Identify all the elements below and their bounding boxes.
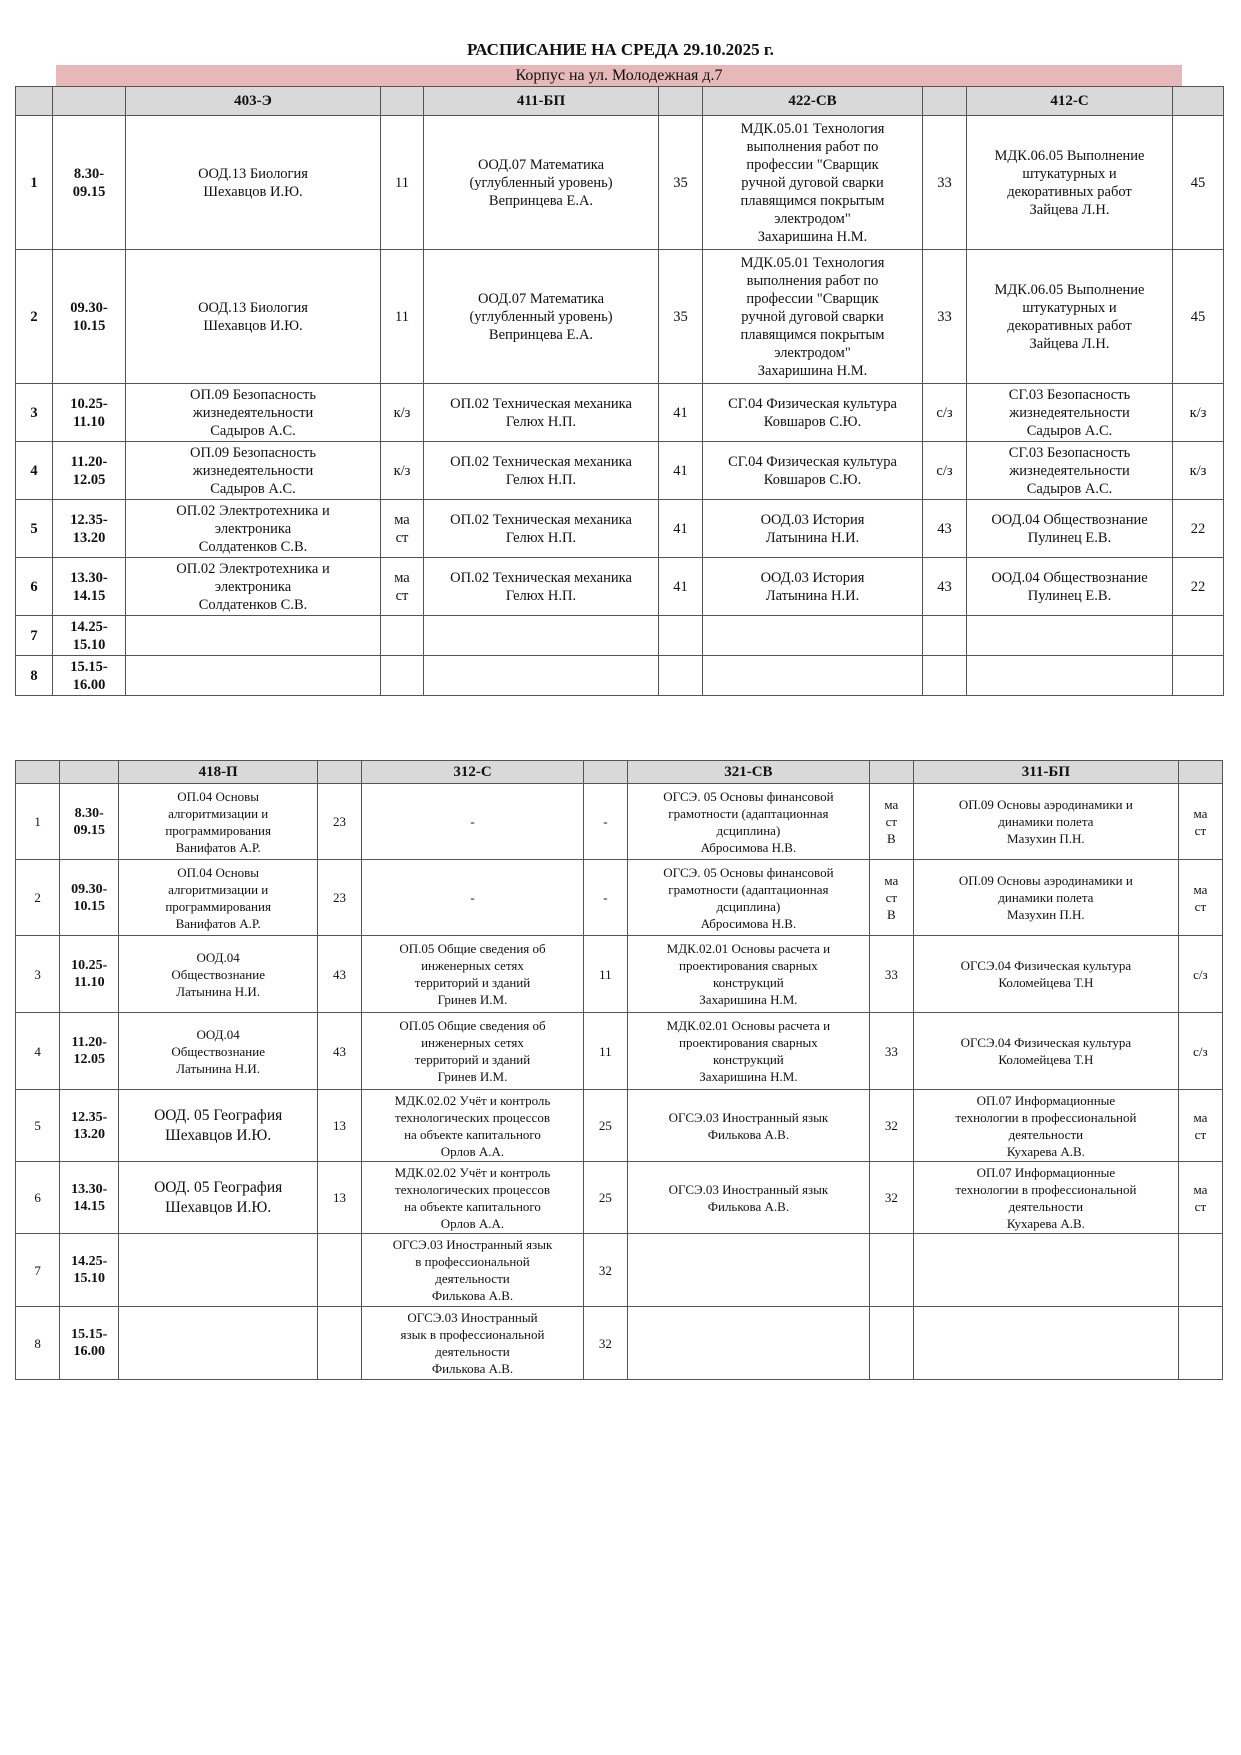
room-cell: 41 [659,558,703,616]
subject-cell: ОП.02 Электротехника и электроника Солдатенков С.В. [126,500,381,558]
room-cell [869,1234,913,1307]
room-cell: к/з [1173,442,1224,500]
lesson-row [16,1307,1223,1380]
room-cell: с/з [1178,1013,1222,1090]
room-cell: ма ст [1178,1162,1222,1234]
lesson-time: 09.30- 10.15 [60,860,119,936]
room-cell [1178,1234,1222,1307]
subject-cell: ОГСЭ.03 Иностранный язык в профессиональной деятельности Филькова А.В. [362,1234,584,1307]
lesson-row [16,784,1223,860]
group-header: 422-СВ [703,87,923,116]
room-cell: 32 [583,1234,627,1307]
room-cell: ма ст В [869,784,913,860]
room-cell: к/з [1173,384,1224,442]
lesson-row [16,1013,1223,1090]
subject-cell: МДК.02.02 Учёт и контроль технологических процессов на объекте капитального Орлов А.А. [362,1090,584,1162]
room-cell: ма ст [381,558,424,616]
lesson-time: 11.20- 12.05 [60,1013,119,1090]
subject-cell: ОП.07 Информационные технологии в профессиональной деятельности Кухарева А.В. [913,1162,1178,1234]
header-blank [923,87,967,116]
lesson-number: 8 [16,1307,60,1380]
lesson-time: 15.15- 16.00 [53,656,126,696]
lesson-time: 10.25- 11.10 [53,384,126,442]
subject-cell: ОП.09 Основы аэродинамики и динамики полета Мазухин П.Н. [913,860,1178,936]
subject-cell: ООД. 05 География Шехавцов И.Ю. [119,1090,318,1162]
lesson-row [16,500,1224,558]
lesson-number: 1 [16,116,53,250]
lesson-number: 4 [16,1013,60,1090]
room-cell: - [583,784,627,860]
room-cell: 32 [869,1090,913,1162]
subject-cell [628,1234,870,1307]
lesson-number: 5 [16,500,53,558]
lesson-time: 10.25- 11.10 [60,936,119,1013]
group-header: 321-СВ [628,761,870,784]
subject-cell: ОП.02 Электротехника и электроника Солдатенков С.В. [126,558,381,616]
subject-cell: ОГСЭ.03 Иностранный язык Филькова А.В. [628,1090,870,1162]
room-cell: 43 [923,558,967,616]
room-cell: 33 [923,116,967,250]
subject-cell [119,1234,318,1307]
room-cell: 45 [1173,116,1224,250]
lesson-row [16,1162,1223,1234]
subject-cell: ОГСЭ.03 Иностранный язык в профессиональной деятельности Филькова А.В. [362,1307,584,1380]
lesson-time: 13.30- 14.15 [53,558,126,616]
lesson-time: 15.15- 16.00 [60,1307,119,1380]
lesson-number: 5 [16,1090,60,1162]
subject-cell: ООД.07 Математика (углубленный уровень) Вепринцева Е.А. [424,250,659,384]
header-blank [583,761,627,784]
subject-cell: СГ.04 Физическая культура Ковшаров С.Ю. [703,384,923,442]
subject-cell: МДК.02.01 Основы расчета и проектирования сварных конструкций Захаришина Н.М. [628,936,870,1013]
subject-cell: МДК.02.01 Основы расчета и проектирования сварных конструкций Захаришина Н.М. [628,1013,870,1090]
subject-cell: ООД.04 Обществознание Латынина Н.И. [119,936,318,1013]
room-cell [381,616,424,656]
lesson-row [16,116,1224,250]
room-cell: 33 [923,250,967,384]
room-cell: 13 [317,1162,361,1234]
lesson-number: 2 [16,250,53,384]
subject-cell: ООД.13 Биология Шехавцов И.Ю. [126,116,381,250]
subject-cell: - [362,860,584,936]
subject-cell: МДК.06.05 Выполнение штукатурных и декоративных работ Зайцева Л.Н. [967,250,1173,384]
subject-cell: ООД. 05 География Шехавцов И.Ю. [119,1162,318,1234]
table-header-row [16,87,1224,116]
room-cell: ма ст [1178,784,1222,860]
lesson-time: 12.35- 13.20 [60,1090,119,1162]
lesson-number: 7 [16,1234,60,1307]
subject-cell [126,656,381,696]
room-cell: 11 [583,1013,627,1090]
room-cell: 22 [1173,500,1224,558]
subject-cell: ОП.02 Техническая механика Гелюх Н.П. [424,500,659,558]
subject-cell [967,656,1173,696]
room-cell: 32 [583,1307,627,1380]
lesson-row [16,1234,1223,1307]
lesson-row [16,250,1224,384]
room-cell: 41 [659,442,703,500]
header-blank [16,761,60,784]
room-cell: ма ст [1178,1090,1222,1162]
lesson-number: 8 [16,656,53,696]
header-blank [659,87,703,116]
lesson-number: 7 [16,616,53,656]
room-cell: 45 [1173,250,1224,384]
room-cell: - [583,860,627,936]
room-cell: 43 [317,1013,361,1090]
subject-cell: СГ.03 Безопасность жизнедеятельности Садыров А.С. [967,384,1173,442]
subject-cell: ООД.04 Обществознание Пулинец Е.В. [967,500,1173,558]
room-cell: 33 [869,936,913,1013]
lesson-time: 8.30- 09.15 [53,116,126,250]
subject-cell: ООД.03 История Латынина Н.И. [703,558,923,616]
subject-cell [913,1307,1178,1380]
room-cell: 11 [583,936,627,1013]
room-cell: 35 [659,250,703,384]
header-blank [53,87,126,116]
subject-cell [119,1307,318,1380]
room-cell: 33 [869,1013,913,1090]
header-blank [60,761,119,784]
lesson-time: 11.20- 12.05 [53,442,126,500]
subject-cell: - [362,784,584,860]
lesson-number: 2 [16,860,60,936]
header-blank [16,87,53,116]
subject-cell: ОГСЭ.03 Иностранный язык Филькова А.В. [628,1162,870,1234]
room-cell [381,656,424,696]
lesson-number: 3 [16,936,60,1013]
subject-cell: СГ.04 Физическая культура Ковшаров С.Ю. [703,442,923,500]
room-cell: 32 [869,1162,913,1234]
lesson-number: 4 [16,442,53,500]
room-cell [923,656,967,696]
subject-cell: ООД.13 Биология Шехавцов И.Ю. [126,250,381,384]
header-blank [869,761,913,784]
subject-cell: МДК.06.05 Выполнение штукатурных и декоративных работ Зайцева Л.Н. [967,116,1173,250]
group-header: 403-Э [126,87,381,116]
room-cell: 43 [923,500,967,558]
room-cell: с/з [1178,936,1222,1013]
subject-cell: ОП.04 Основы алгоритмизации и программирования Ванифатов А.Р. [119,860,318,936]
lesson-number: 6 [16,1162,60,1234]
subject-cell: ОП.09 Безопасность жизнедеятельности Садыров А.С. [126,384,381,442]
subject-cell: МДК.02.02 Учёт и контроль технологических процессов на объекте капитального Орлов А.А. [362,1162,584,1234]
room-cell: 41 [659,500,703,558]
group-header: 312-С [362,761,584,784]
subject-cell: ООД.07 Математика (углубленный уровень) Вепринцева Е.А. [424,116,659,250]
header-blank [317,761,361,784]
header-blank [1173,87,1224,116]
subject-cell: ООД.04 Обществознание Пулинец Е.В. [967,558,1173,616]
table-header-row [16,761,1223,784]
group-header: 412-С [967,87,1173,116]
room-cell: 25 [583,1162,627,1234]
lesson-row [16,656,1224,696]
lesson-time: 14.25- 15.10 [60,1234,119,1307]
room-cell: 41 [659,384,703,442]
lesson-number: 3 [16,384,53,442]
lesson-number: 1 [16,784,60,860]
room-cell [659,656,703,696]
room-cell: ма ст В [869,860,913,936]
subject-cell: ОП.05 Общие сведения об инженерных сетях территорий и зданий Гринев И.М. [362,936,584,1013]
room-cell: 35 [659,116,703,250]
subject-cell: ОП.02 Техническая механика Гелюх Н.П. [424,384,659,442]
lesson-row [16,616,1224,656]
subject-cell: ОП.07 Информационные технологии в профессиональной деятельности Кухарева А.В. [913,1090,1178,1162]
room-cell: 11 [381,250,424,384]
subject-cell: ОГСЭ.04 Физическая культура Коломейцева Т.Н [913,936,1178,1013]
room-cell [1173,616,1224,656]
building-banner: Корпус на ул. Молодежная д.7 [56,65,1182,86]
lesson-time: 13.30- 14.15 [60,1162,119,1234]
subject-cell [703,616,923,656]
subject-cell: ОГСЭ. 05 Основы финансовой грамотности (адаптационная дсциплина) Абросимова Н.В. [628,784,870,860]
group-header: 411-БП [424,87,659,116]
group-header: 418-П [119,761,318,784]
room-cell: 13 [317,1090,361,1162]
lesson-time: 8.30- 09.15 [60,784,119,860]
lesson-row [16,558,1224,616]
lesson-time: 09.30- 10.15 [53,250,126,384]
subject-cell: ОП.05 Общие сведения об инженерных сетях территорий и зданий Гринев И.М. [362,1013,584,1090]
lesson-time: 12.35- 13.20 [53,500,126,558]
subject-cell [703,656,923,696]
room-cell [317,1234,361,1307]
room-cell [869,1307,913,1380]
room-cell [1178,1307,1222,1380]
room-cell: 43 [317,936,361,1013]
subject-cell: ООД.03 История Латынина Н.И. [703,500,923,558]
schedule-table-2 [15,760,1223,1380]
subject-cell [424,656,659,696]
subject-cell: ОГСЭ.04 Физическая культура Коломейцева Т.Н [913,1013,1178,1090]
group-header: 311-БП [913,761,1178,784]
lesson-row [16,936,1223,1013]
subject-cell [628,1307,870,1380]
room-cell [923,616,967,656]
room-cell: с/з [923,384,967,442]
page-title: РАСПИСАНИЕ НА СРЕДА 29.10.2025 г. [467,40,774,59]
lesson-row [16,442,1224,500]
subject-cell: ОП.02 Техническая механика Гелюх Н.П. [424,558,659,616]
schedule-table-1 [15,86,1224,696]
subject-cell: ОП.09 Основы аэродинамики и динамики полета Мазухин П.Н. [913,784,1178,860]
room-cell: к/з [381,442,424,500]
subject-cell: СГ.03 Безопасность жизнедеятельности Садыров А.С. [967,442,1173,500]
subject-cell: МДК.05.01 Технология выполнения работ по профессии "Сварщик ручной дуговой сварки плавящимся покрытым электродом" Захаришина Н.М. [703,116,923,250]
subject-cell [126,616,381,656]
room-cell [317,1307,361,1380]
lesson-row [16,860,1223,936]
subject-cell [913,1234,1178,1307]
lesson-row [16,384,1224,442]
room-cell: 22 [1173,558,1224,616]
room-cell: ма ст [1178,860,1222,936]
header-blank [381,87,424,116]
subject-cell: ОП.04 Основы алгоритмизации и программирования Ванифатов А.Р. [119,784,318,860]
subject-cell: ОГСЭ. 05 Основы финансовой грамотности (адаптационная дсциплина) Абросимова Н.В. [628,860,870,936]
subject-cell: МДК.05.01 Технология выполнения работ по профессии "Сварщик ручной дуговой сварки плавящимся покрытым электродом" Захаришина Н.М. [703,250,923,384]
room-cell: 25 [583,1090,627,1162]
subject-cell: ООД.04 Обществознание Латынина Н.И. [119,1013,318,1090]
room-cell: 23 [317,784,361,860]
room-cell: 11 [381,116,424,250]
room-cell: ма ст [381,500,424,558]
subject-cell [424,616,659,656]
room-cell: к/з [381,384,424,442]
room-cell: с/з [923,442,967,500]
header-blank [1178,761,1222,784]
room-cell [659,616,703,656]
lesson-time: 14.25- 15.10 [53,616,126,656]
subject-cell [967,616,1173,656]
subject-cell: ОП.02 Техническая механика Гелюх Н.П. [424,442,659,500]
lesson-row [16,1090,1223,1162]
subject-cell: ОП.09 Безопасность жизнедеятельности Садыров А.С. [126,442,381,500]
room-cell: 23 [317,860,361,936]
room-cell [1173,656,1224,696]
lesson-number: 6 [16,558,53,616]
